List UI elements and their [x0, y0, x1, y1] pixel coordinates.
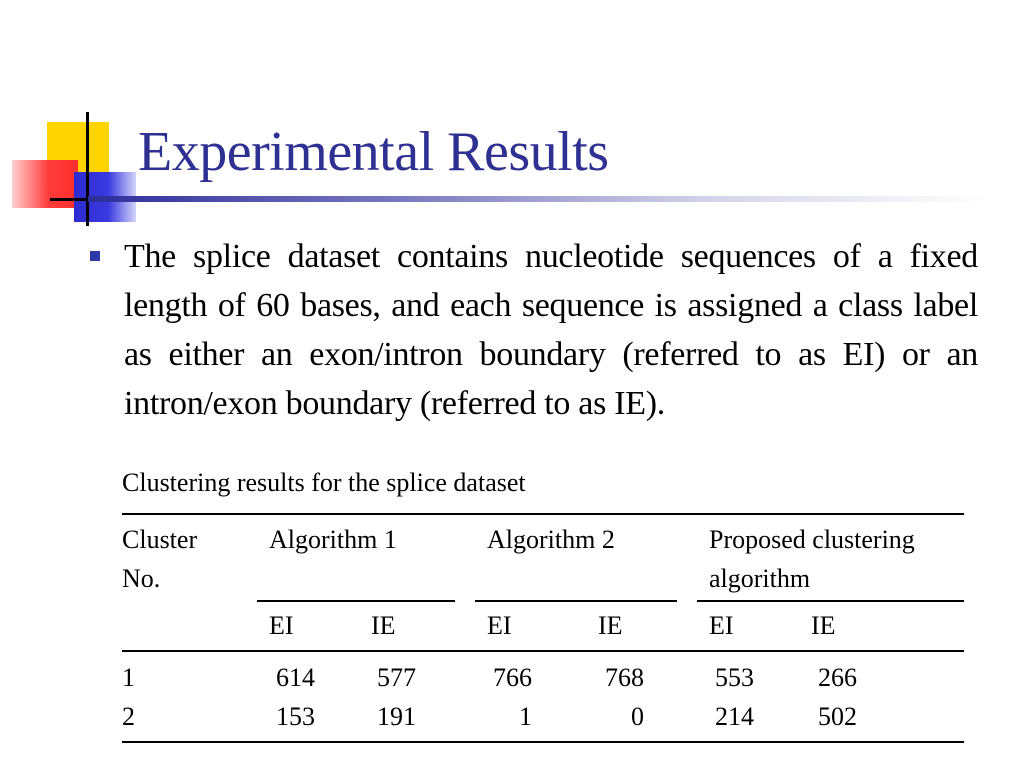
group-rule-algorithm-1	[257, 600, 455, 602]
header-bottom-rule	[122, 650, 964, 652]
subheader-ei: EI	[269, 611, 294, 640]
table-bottom-rule	[122, 741, 964, 743]
group-rule-proposed	[697, 600, 964, 602]
slide-title: Experimental Results	[138, 121, 609, 183]
subheader-ei: EI	[709, 611, 734, 640]
subheader-ie: IE	[371, 611, 396, 640]
table-cell-value: 553	[715, 663, 754, 692]
table-cell-value: 766	[493, 663, 532, 692]
header-proposed-line1: Proposed clustering	[709, 525, 915, 554]
subheader-ei: EI	[487, 611, 512, 640]
slide-logo-decoration	[0, 0, 140, 240]
group-rule-algorithm-2	[475, 600, 677, 602]
bullet-text: The splice dataset contains nucleotide sequences of a fixed length of 60 bases, and each sequence is assigned a class label as either an exon/intron boundary (referred to as EI) or an intron/exon boundary (referred to as IE).	[124, 238, 978, 422]
title-underline	[88, 196, 988, 202]
table-cell-value: 191	[377, 702, 416, 731]
table-cell-cluster: 1	[122, 663, 135, 692]
header-algorithm-1: Algorithm 1	[269, 525, 397, 554]
table-cell-value: 614	[276, 663, 315, 692]
table-cell-value: 0	[631, 702, 644, 731]
header-algorithm-2: Algorithm 2	[487, 525, 615, 554]
table-top-rule	[122, 513, 964, 515]
table-caption: Clustering results for the splice dataset	[122, 468, 526, 497]
header-proposed-line2: algorithm	[709, 564, 811, 593]
subheader-ie: IE	[811, 611, 836, 640]
table-cell-value: 577	[377, 663, 416, 692]
table-cell-value: 153	[276, 702, 315, 731]
table-cell-value: 768	[605, 663, 644, 692]
table-cell-value: 1	[519, 702, 532, 731]
logo-vertical-line	[86, 112, 89, 226]
header-cluster-line2: No.	[122, 564, 161, 593]
table-cell-cluster: 2	[122, 702, 135, 731]
table-cell-value: 214	[715, 702, 754, 731]
header-cluster-line1: Cluster	[122, 525, 198, 554]
table-cell-value: 266	[818, 663, 857, 692]
bullet-square-icon	[90, 251, 100, 261]
subheader-ie: IE	[598, 611, 623, 640]
table-cell-value: 502	[818, 702, 857, 731]
